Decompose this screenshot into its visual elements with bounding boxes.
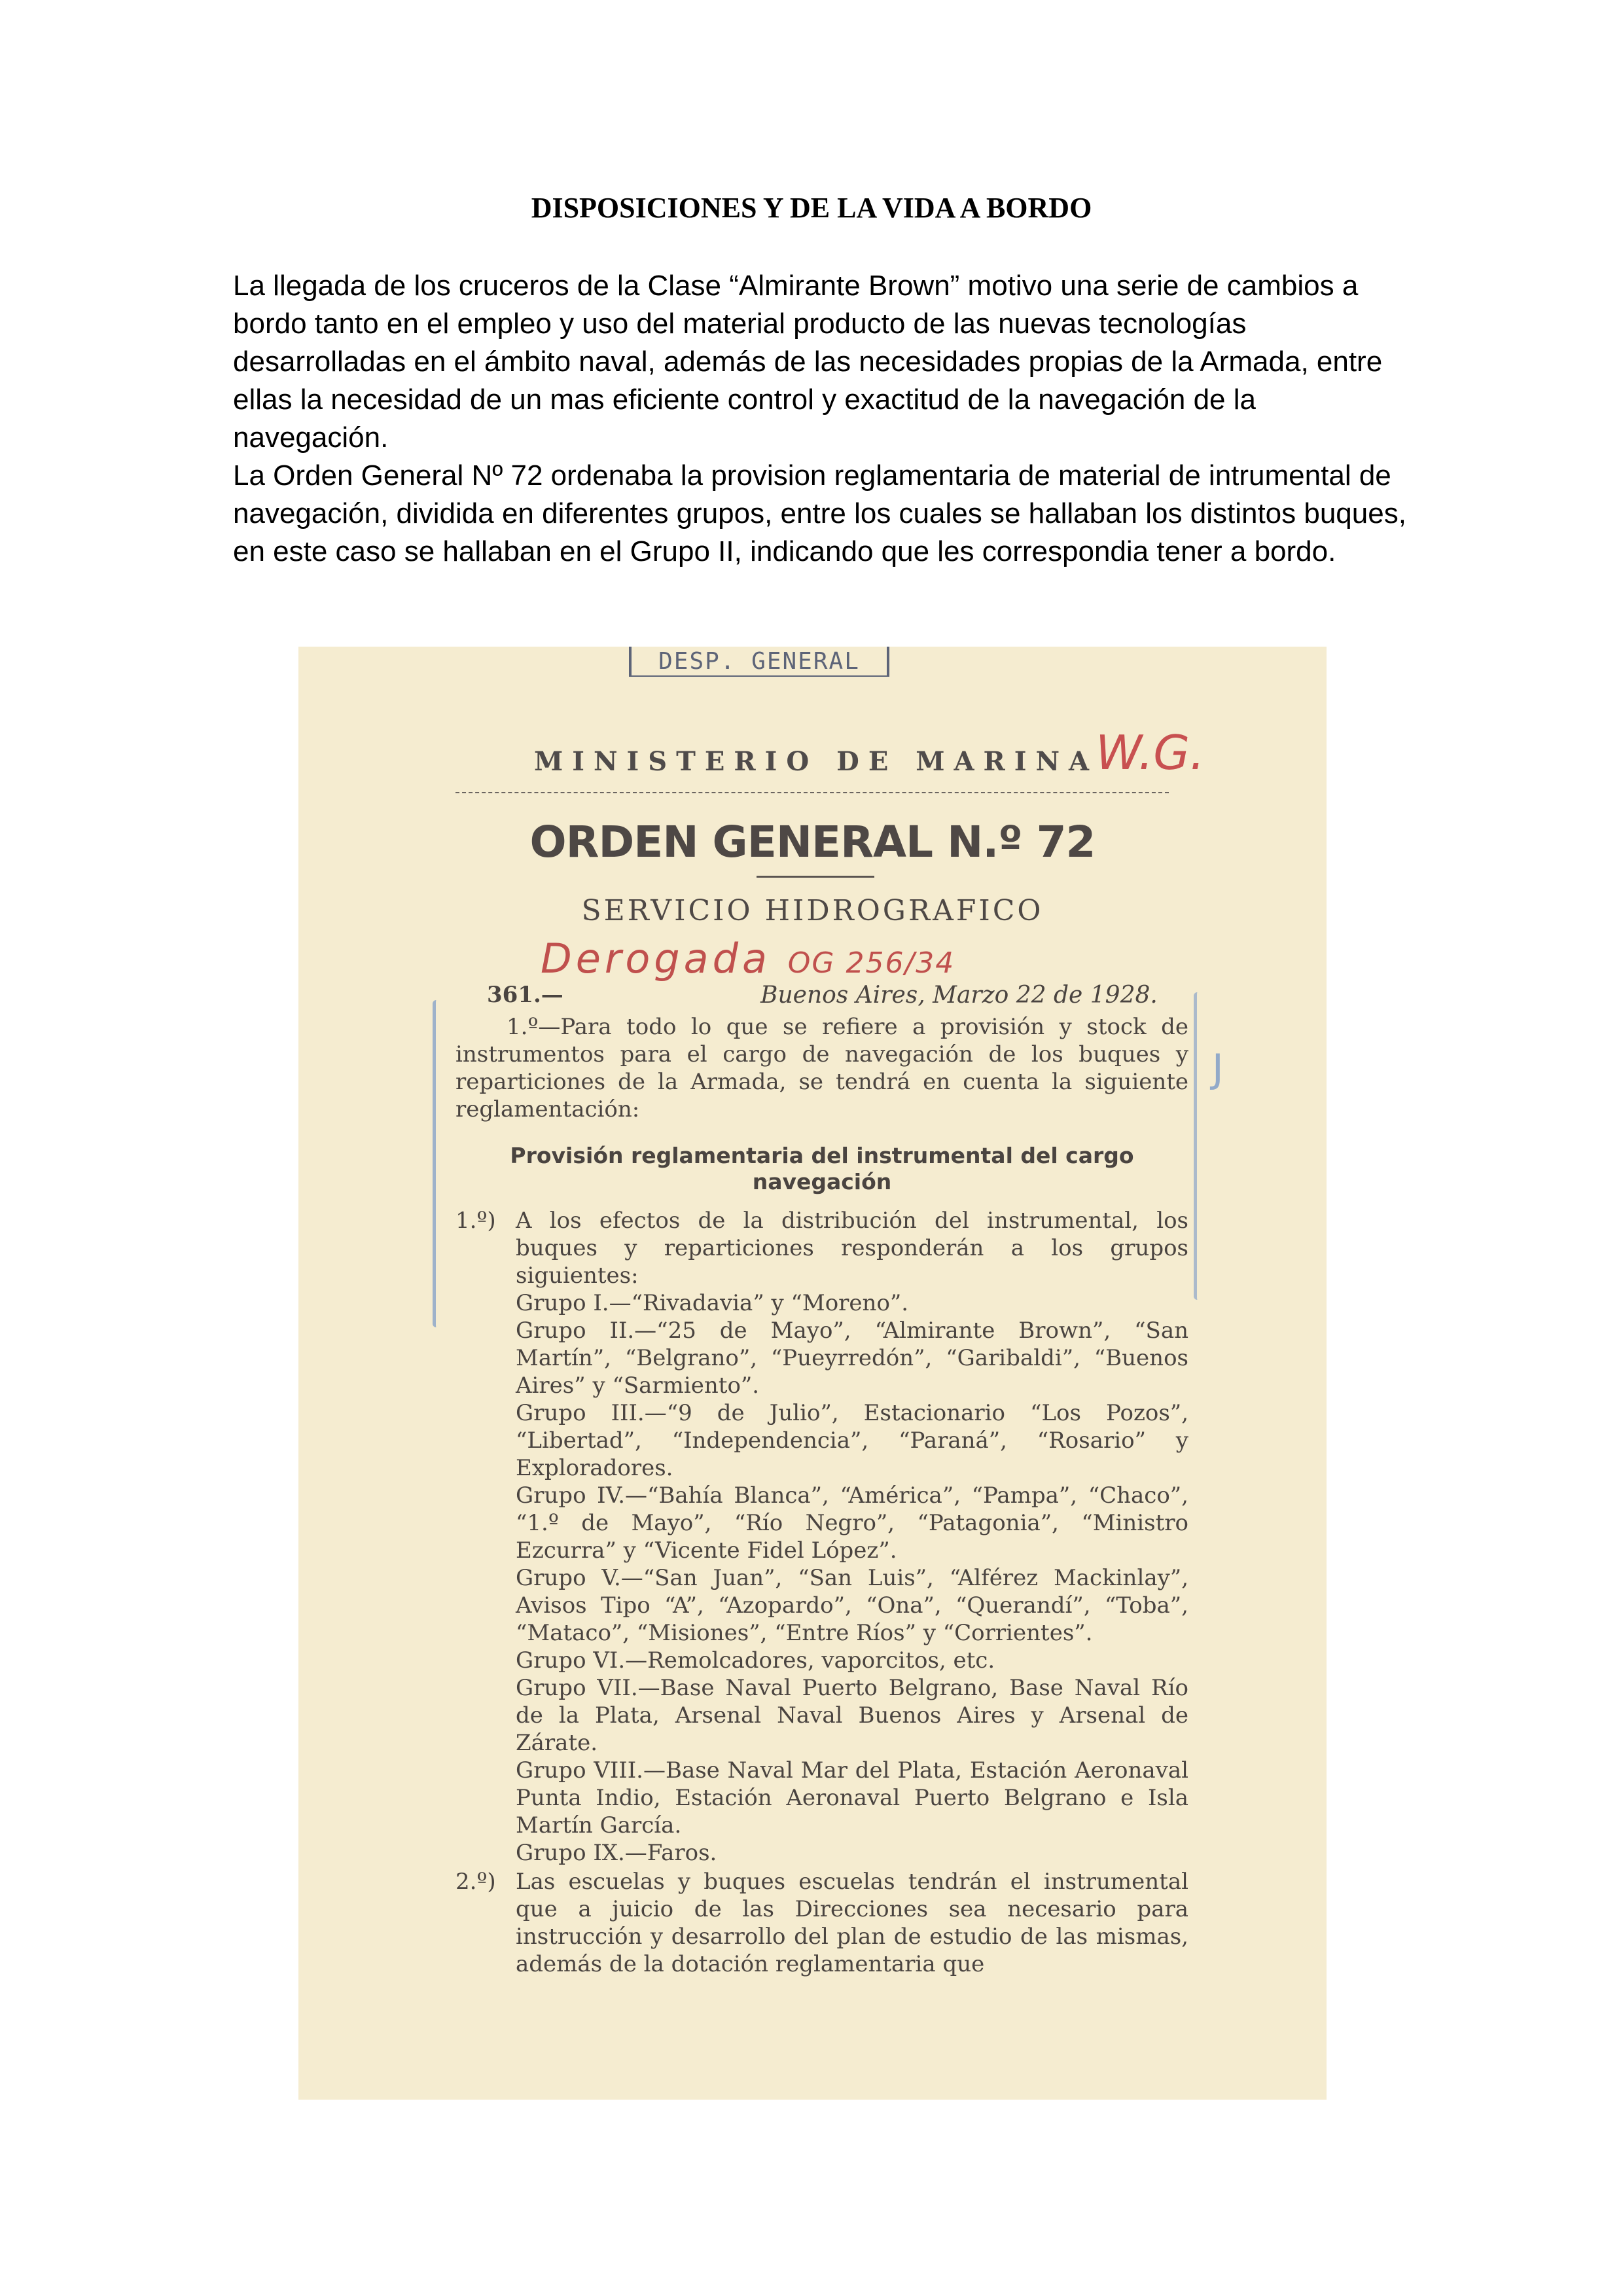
page-title: DISPOSICIONES Y DE LA VIDA A BORDO: [531, 192, 1092, 224]
group-entry: Grupo I.—“Rivadavia” y “Moreno”.: [516, 1290, 909, 1316]
derogada-note: Derogada: [541, 935, 772, 982]
group-entry: Grupo III.—“9 de Julio”, Estacionario “Los Pozos”, “Libertad”, “Independencia”, “Paraná”, “Rosario” y Exploradores.: [516, 1400, 1188, 1481]
divider: [455, 792, 1169, 793]
scanned-document: [298, 647, 1327, 2100]
group-entry: Grupo IV.—“Bahía Blanca”, “América”, “Pampa”, “Chaco”, “1.º de Mayo”, “Río Negro”, “Patagonia”, “Ministro Ezcurra” y “Vicente Fidel López”.: [516, 1482, 1188, 1564]
service-heading: SERVICIO HIDROGRAFICO: [581, 894, 1044, 927]
derogada-reference: OG 256/34: [787, 946, 955, 980]
intro-text: [233, 267, 1411, 571]
group-entry: Grupo VI.—Remolcadores, vaporcitos, etc.: [516, 1647, 995, 1674]
handwritten-initials: W.G.: [1096, 725, 1205, 780]
group-entry: Grupo II.—“25 de Mayo”, “Almirante Brown”, “San Martín”, “Belgrano”, “Pueyrredón”, “Garibaldi”, “Buenos Aires” y “Sarmiento”.: [516, 1318, 1188, 1399]
handwritten-annotation: [541, 935, 955, 982]
ministry-heading: MINISTERIO DE MARINA: [534, 746, 1099, 777]
pencil-mark: J: [1212, 1046, 1224, 1092]
order-title: ORDEN GENERAL N.º 72: [529, 817, 1096, 867]
group-entry: Grupo IX.—Faros.: [516, 1840, 717, 1866]
item-number: 1.º): [455, 1208, 496, 1234]
order-paragraph: 1.º—Para todo lo que se refiere a provisión y stock de instrumentos para el cargo de navegación de los buques y reparticiones de la Armada, se tendrá en cuenta la siguiente reglamentación:: [455, 1014, 1188, 1122]
divider: [757, 876, 874, 878]
order-number: 361.—: [487, 982, 563, 1008]
intro-paragraph: La llegada de los cruceros de la Clase “Almirante Brown” motivo una serie de cambios a bordo tanto en el empleo y uso del material producto de las nuevas tecnologías desarrolladas en el ámbito naval, además de las necesidades propias de la Armada, entre ellas la necesidad de un mas eficiente control y exactitud de la navegación de la navegación.: [233, 270, 1383, 454]
order-body: [455, 1013, 1188, 1978]
list-item: [455, 1207, 1188, 1289]
group-entry: Grupo VIII.—Base Naval Mar del Plata, Estación Aeronaval Punta Indio, Estación Aeronaval Puerto Belgrano e Isla Martín García.: [516, 1757, 1188, 1839]
intro-paragraph: La Orden General Nº 72 ordenaba la provision reglamentaria de material de intrumental de navegación, dividida en diferentes grupos, entre los cuales se hallaban los distintos buques, en este caso se hallaban en el Grupo II, indicando que les correspondia tener a bordo.: [233, 459, 1406, 567]
item-text: Las escuelas y buques escuelas tendrán el instrumental que a juicio de las Direcciones sea necesario para instrucción y desarrollo del plan de estudio de las mismas, además de la dotación reglamentaria que: [516, 1869, 1188, 1977]
item-number: 2.º): [455, 1869, 496, 1895]
subheading: Provisión reglamentaria del instrumental del cargo navegación: [510, 1143, 1134, 1194]
place-date: Buenos Aires, Marzo 22 de 1928.: [760, 982, 1158, 1009]
group-entry: Grupo V.—“San Juan”, “San Luis”, “Alférez Mackinlay”, Avisos Tipo “A”, “Azopardo”, “Ona”, “Querandí”, “Toba”, “Mataco”, “Misiones”, “Entre Ríos” y “Corrientes”.: [516, 1565, 1188, 1646]
pencil-mark: [433, 1000, 440, 1327]
group-entry: Grupo VII.—Base Naval Puerto Belgrano, Base Naval Río de la Plata, Arsenal Naval Buenos Aires y Arsenal de Zárate.: [516, 1675, 1188, 1756]
pencil-mark: [1194, 992, 1201, 1300]
stamp: DESP. GENERAL: [629, 647, 889, 677]
item-text: A los efectos de la distribución del instrumental, los buques y reparticiones responderán a los grupos siguientes:: [516, 1208, 1188, 1289]
list-item: [455, 1868, 1188, 1978]
